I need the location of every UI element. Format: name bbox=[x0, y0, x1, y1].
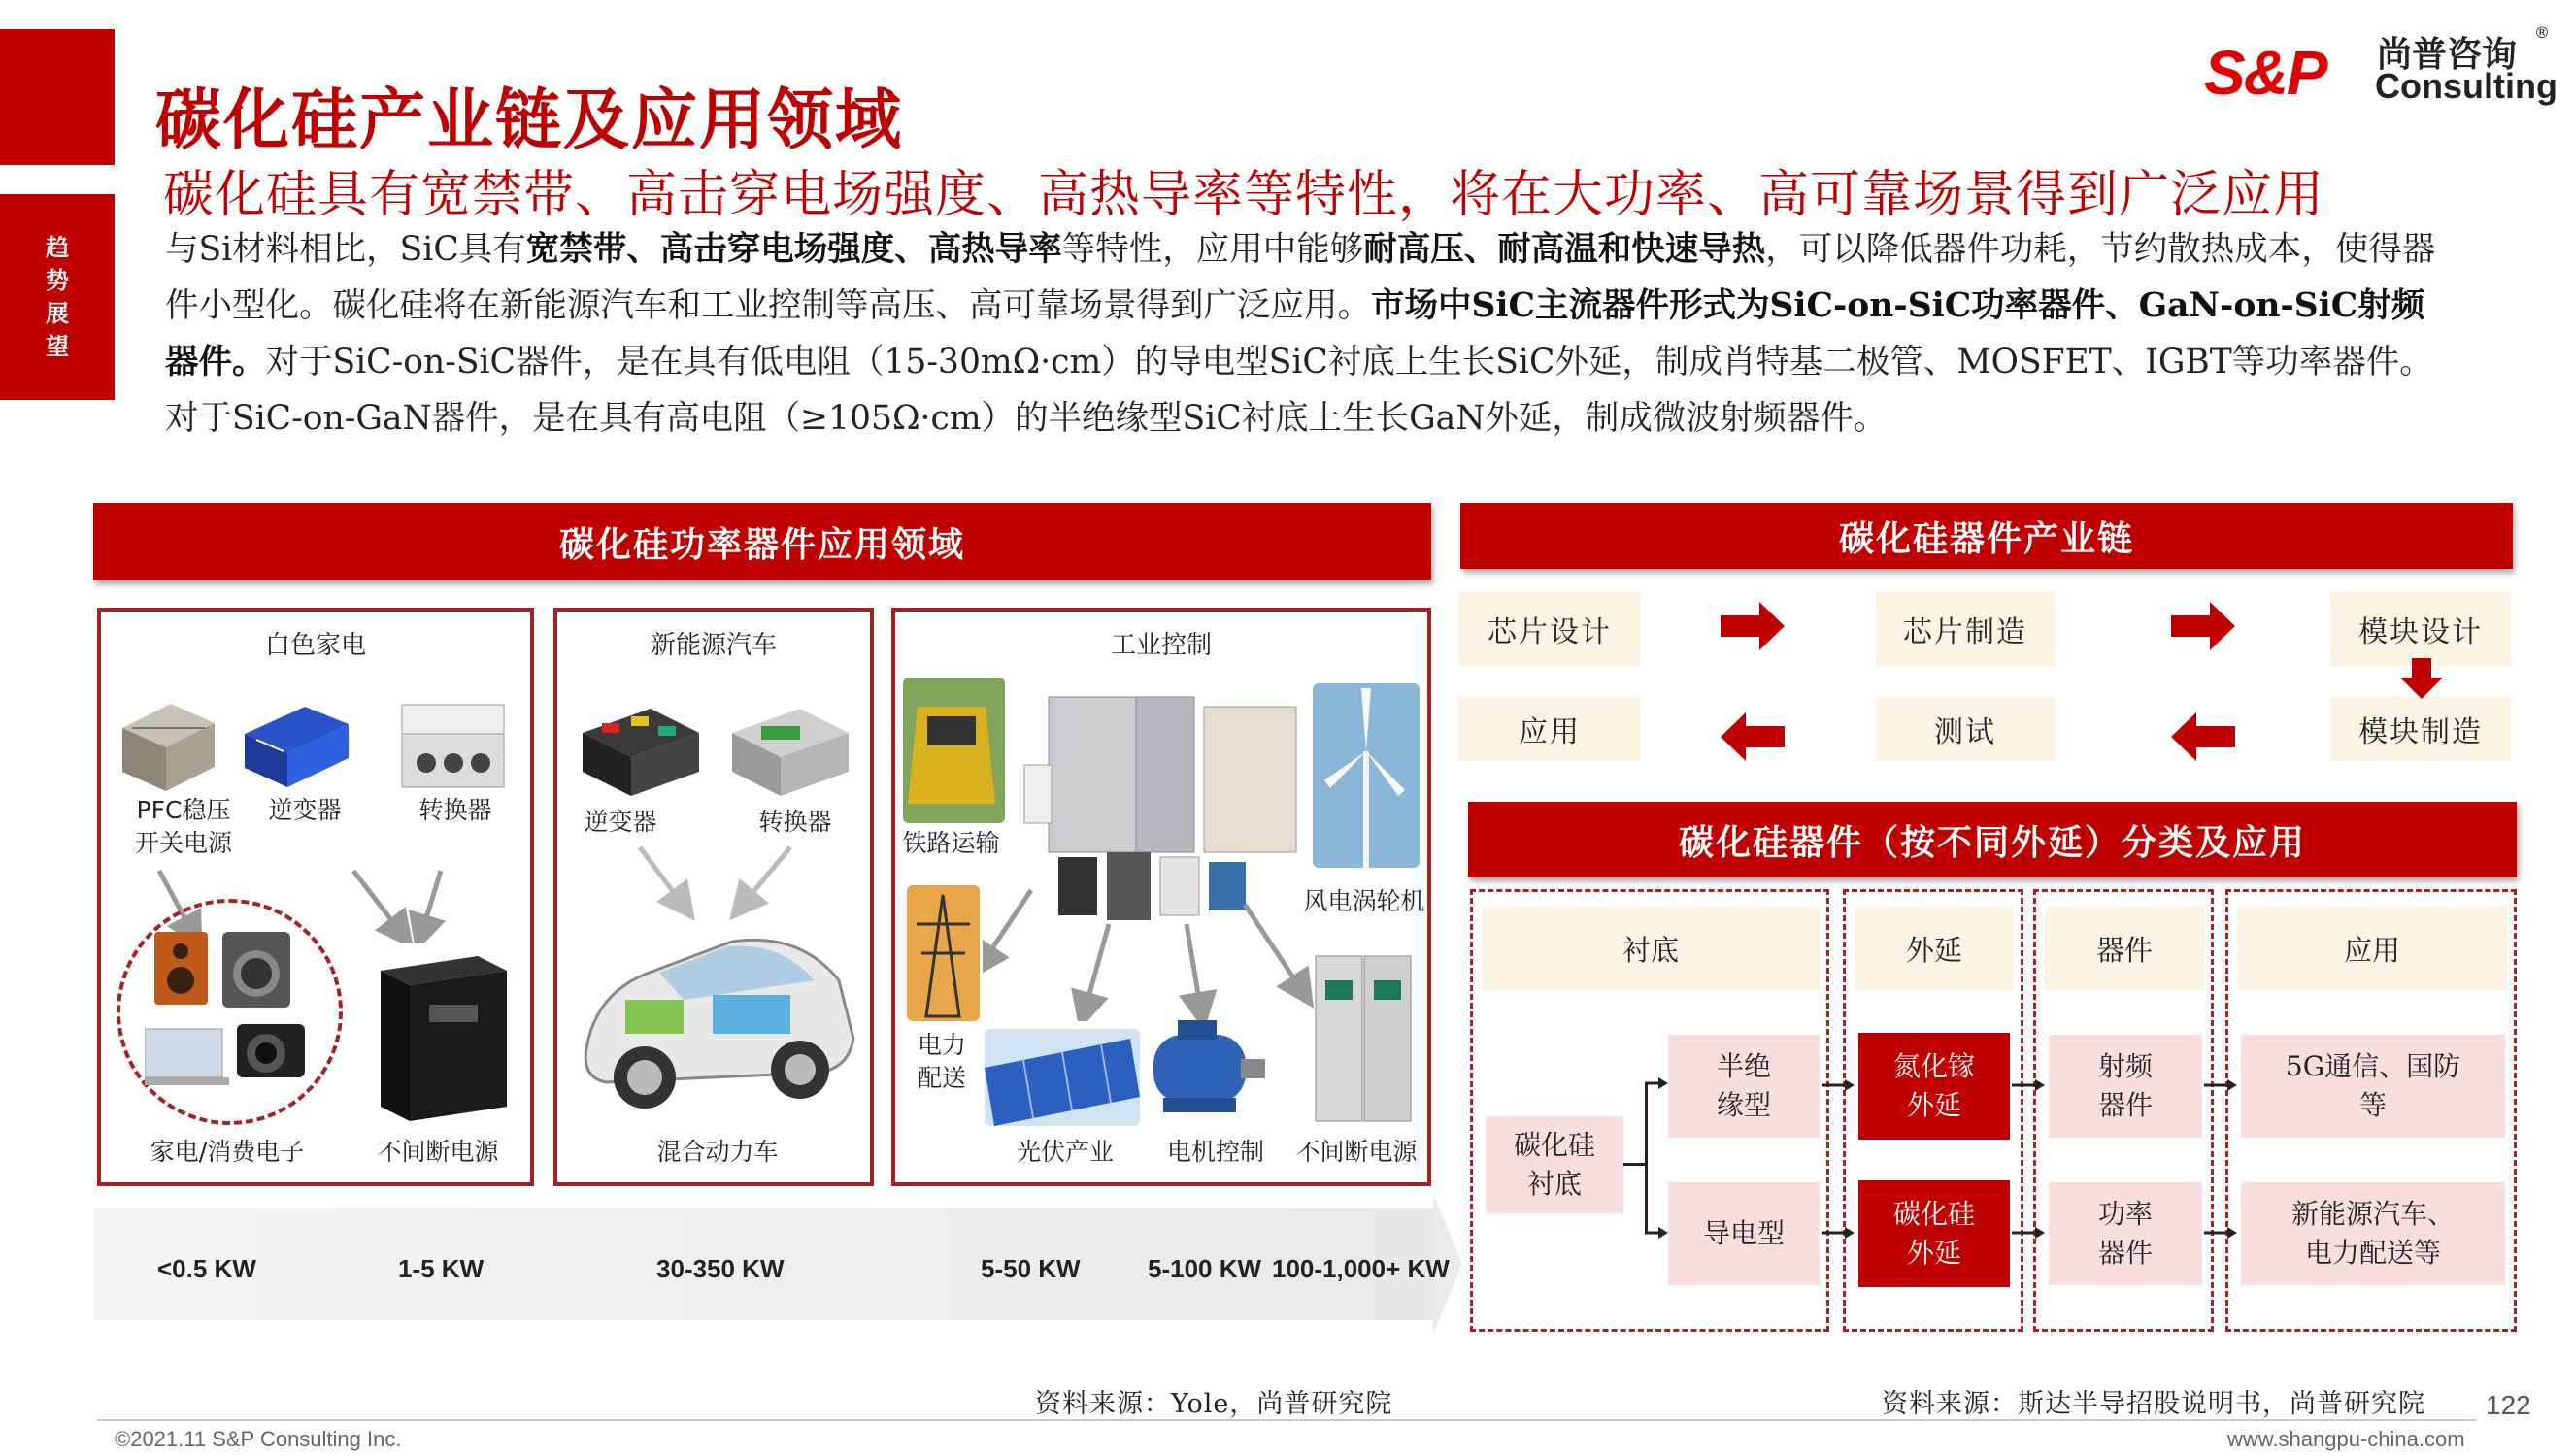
train-image bbox=[903, 678, 1005, 823]
device-rf: 射频 器件 bbox=[2049, 1035, 2202, 1138]
label-pv: 光伏产业 bbox=[1016, 1138, 1114, 1166]
header-accent-block bbox=[0, 29, 115, 165]
header-substrate: 衬底 bbox=[1482, 907, 1820, 990]
header-device: 器件 bbox=[2045, 907, 2204, 990]
header-application: 应用 bbox=[2237, 907, 2507, 990]
label-consumer: 家电/消费电子 bbox=[150, 1138, 305, 1166]
company-logo bbox=[2204, 23, 2557, 111]
panel-title: 工业控制 bbox=[1110, 631, 1212, 660]
paragraph-run: 与Si材料相比，SiC具有 bbox=[165, 230, 526, 269]
solar-panels-image bbox=[985, 1029, 1140, 1126]
classification-section-title: 碳化硅器件（按不同外延）分类及应用 bbox=[1468, 802, 2517, 877]
chain-step-chip-manufacture: 芯片制造 bbox=[1876, 592, 2055, 666]
power-range: 5-50 KW bbox=[981, 1254, 1081, 1283]
side-tab-char: 势 bbox=[46, 267, 69, 294]
row-arrow-icon bbox=[1822, 1075, 1856, 1095]
connector-arrow-icon bbox=[1645, 1074, 1668, 1093]
industrial-ups-image bbox=[1311, 951, 1418, 1126]
right-source: 资料来源：斯达半导招股说明书，尚普研究院 bbox=[1882, 1389, 2425, 1419]
side-tab-char: 趋 bbox=[46, 234, 69, 261]
ups-image bbox=[361, 951, 517, 1126]
arrow-left-icon bbox=[2171, 712, 2239, 761]
connector-line bbox=[1645, 1083, 1648, 1233]
footer-url: www.shangpu-china.com bbox=[2227, 1427, 2465, 1451]
label-pfc: PFC稳压 开关电源 bbox=[134, 796, 232, 857]
hybrid-car-image bbox=[567, 903, 863, 1126]
arrow-left-icon bbox=[1721, 712, 1788, 761]
panel-title: 新能源汽车 bbox=[650, 631, 777, 660]
label-inverter: 逆变器 bbox=[268, 796, 342, 824]
converter-image bbox=[392, 685, 514, 797]
header-epitaxy: 外延 bbox=[1855, 907, 2014, 990]
paragraph-run: 对于SiC-on-SiC器件，是在具有低电阻（15-30mΩ·cm）的导电型SiC衬底上生长SiC外延，制成肖特基二极管、MOSFET、IGBT等功率器件。对于SiC-on-GaN器件，是在具有高电阻（≥105Ω·cm）的半绝缘型SiC衬底上生长GaN外延，制成微波射频器件。 bbox=[165, 343, 2433, 438]
power-range: <0.5 KW bbox=[157, 1254, 256, 1283]
intro-paragraph bbox=[165, 221, 2437, 447]
panel-title: 白色家电 bbox=[264, 631, 366, 660]
page-subtitle: 碳化硅具有宽禁带、高击穿电场强度、高热导率等特性，将在大功率、高可靠场景得到广泛应用 bbox=[163, 166, 2325, 224]
row-arrow-icon bbox=[2012, 1223, 2047, 1242]
chain-step-module-manufacture: 模块制造 bbox=[2330, 697, 2511, 761]
chain-section-title: 碳化硅器件产业链 bbox=[1460, 503, 2513, 569]
label-industrial-ups: 不间断电源 bbox=[1295, 1138, 1418, 1166]
connector-arrow-icon bbox=[1645, 1223, 1668, 1242]
chain-step-testing: 测试 bbox=[1876, 697, 2055, 761]
row-arrow-icon bbox=[2204, 1223, 2239, 1242]
substrate-conductive: 导电型 bbox=[1668, 1182, 1820, 1285]
power-range: 1-5 KW bbox=[398, 1254, 485, 1283]
label-motor: 电机控制 bbox=[1166, 1138, 1264, 1166]
logo-registered: ® bbox=[2534, 23, 2550, 42]
panel-nev bbox=[553, 608, 874, 1186]
app-nev-distribution: 新能源汽车、 电力配送等 bbox=[2241, 1182, 2505, 1285]
paragraph-run: 耐高压、耐高温和快速导热 bbox=[1363, 230, 1766, 269]
connector-line bbox=[1623, 1163, 1647, 1166]
side-tab-char: 望 bbox=[46, 333, 69, 360]
logo-cn: 尚普咨询 bbox=[2377, 35, 2518, 75]
substrate-semi-insulating: 半绝 缘型 bbox=[1668, 1035, 1820, 1138]
power-app-section-title: 碳化硅功率器件应用领域 bbox=[93, 503, 1431, 580]
arrow-down-icon bbox=[2400, 658, 2443, 701]
panel-white-goods bbox=[97, 608, 534, 1186]
row-arrow-icon bbox=[2012, 1075, 2047, 1095]
device-power: 功率 器件 bbox=[2049, 1182, 2202, 1285]
epi-sic: 碳化硅 外延 bbox=[1858, 1180, 2010, 1287]
power-supply-image bbox=[113, 689, 219, 796]
row-arrow-icon bbox=[1822, 1223, 1856, 1242]
consumer-devices-image bbox=[145, 927, 319, 1092]
footer-divider bbox=[97, 1419, 2476, 1421]
chain-step-chip-design: 芯片设计 bbox=[1458, 592, 1641, 666]
side-tab-char: 展 bbox=[46, 300, 69, 327]
page-number: 122 bbox=[2486, 1390, 2531, 1420]
side-tab bbox=[0, 194, 115, 400]
root-sic-substrate: 碳化硅 衬底 bbox=[1486, 1116, 1623, 1213]
inverter-image bbox=[237, 695, 353, 792]
industrial-flow-arrows bbox=[983, 885, 1322, 1021]
panel-industrial bbox=[891, 608, 1431, 1186]
logo-en: Consulting bbox=[2375, 66, 2557, 106]
label-distribution: 电力 配送 bbox=[917, 1031, 966, 1092]
label-rail: 铁路运输 bbox=[902, 829, 1000, 857]
footer-copyright: ©2021.11 S&P Consulting Inc. bbox=[115, 1427, 402, 1451]
arrow-right-icon bbox=[1721, 602, 1788, 650]
paragraph-run: 宽禁带、高击穿电场强度、高热导率 bbox=[525, 230, 1062, 269]
consumer-electronics-circle bbox=[117, 899, 343, 1125]
chain-step-application: 应用 bbox=[1458, 697, 1641, 761]
label-converter: 转换器 bbox=[418, 796, 492, 824]
left-source: 资料来源：Yole，尚普研究院 bbox=[1035, 1389, 1393, 1419]
app-5g-defense: 5G通信、国防 等 bbox=[2241, 1035, 2505, 1138]
label-ev-inverter: 逆变器 bbox=[584, 808, 657, 836]
label-ups: 不间断电源 bbox=[377, 1138, 499, 1166]
label-hybrid: 混合动力车 bbox=[656, 1138, 779, 1166]
ev-converter-image bbox=[722, 699, 858, 806]
power-range: 100-1,000+ KW bbox=[1272, 1254, 1450, 1283]
arrow-right-icon bbox=[2171, 602, 2239, 650]
wind-turbine-image bbox=[1313, 683, 1420, 868]
paragraph-run: ，可以降低器件功耗，节约散热成本，使得器件小型化。碳化硅将在新能源汽车和工业控制等高压、高可靠场景得到广泛应用。 bbox=[165, 230, 2436, 325]
paragraph-run: 市场中SiC主流器件形式为SiC-on-SiC功率器件、GaN-on-SiC射频器件。 bbox=[165, 286, 2425, 381]
power-range: 5-100 KW bbox=[1148, 1254, 1262, 1283]
power-tower-image bbox=[907, 885, 980, 1021]
row-arrow-icon bbox=[2204, 1075, 2239, 1095]
label-wind: 风电涡轮机 bbox=[1303, 887, 1425, 915]
logo-mark: S&P bbox=[2204, 38, 2326, 108]
motor-image bbox=[1144, 1006, 1270, 1127]
chain-step-module-design: 模块设计 bbox=[2330, 592, 2511, 666]
power-range: 30-350 KW bbox=[656, 1254, 785, 1283]
label-ev-converter: 转换器 bbox=[758, 808, 832, 836]
paragraph-run: 等特性，应用中能够 bbox=[1061, 230, 1364, 269]
epi-gan: 氮化镓 外延 bbox=[1858, 1033, 2010, 1140]
ev-inverter-image bbox=[573, 699, 709, 806]
page-title: 碳化硅产业链及应用领域 bbox=[155, 82, 904, 159]
